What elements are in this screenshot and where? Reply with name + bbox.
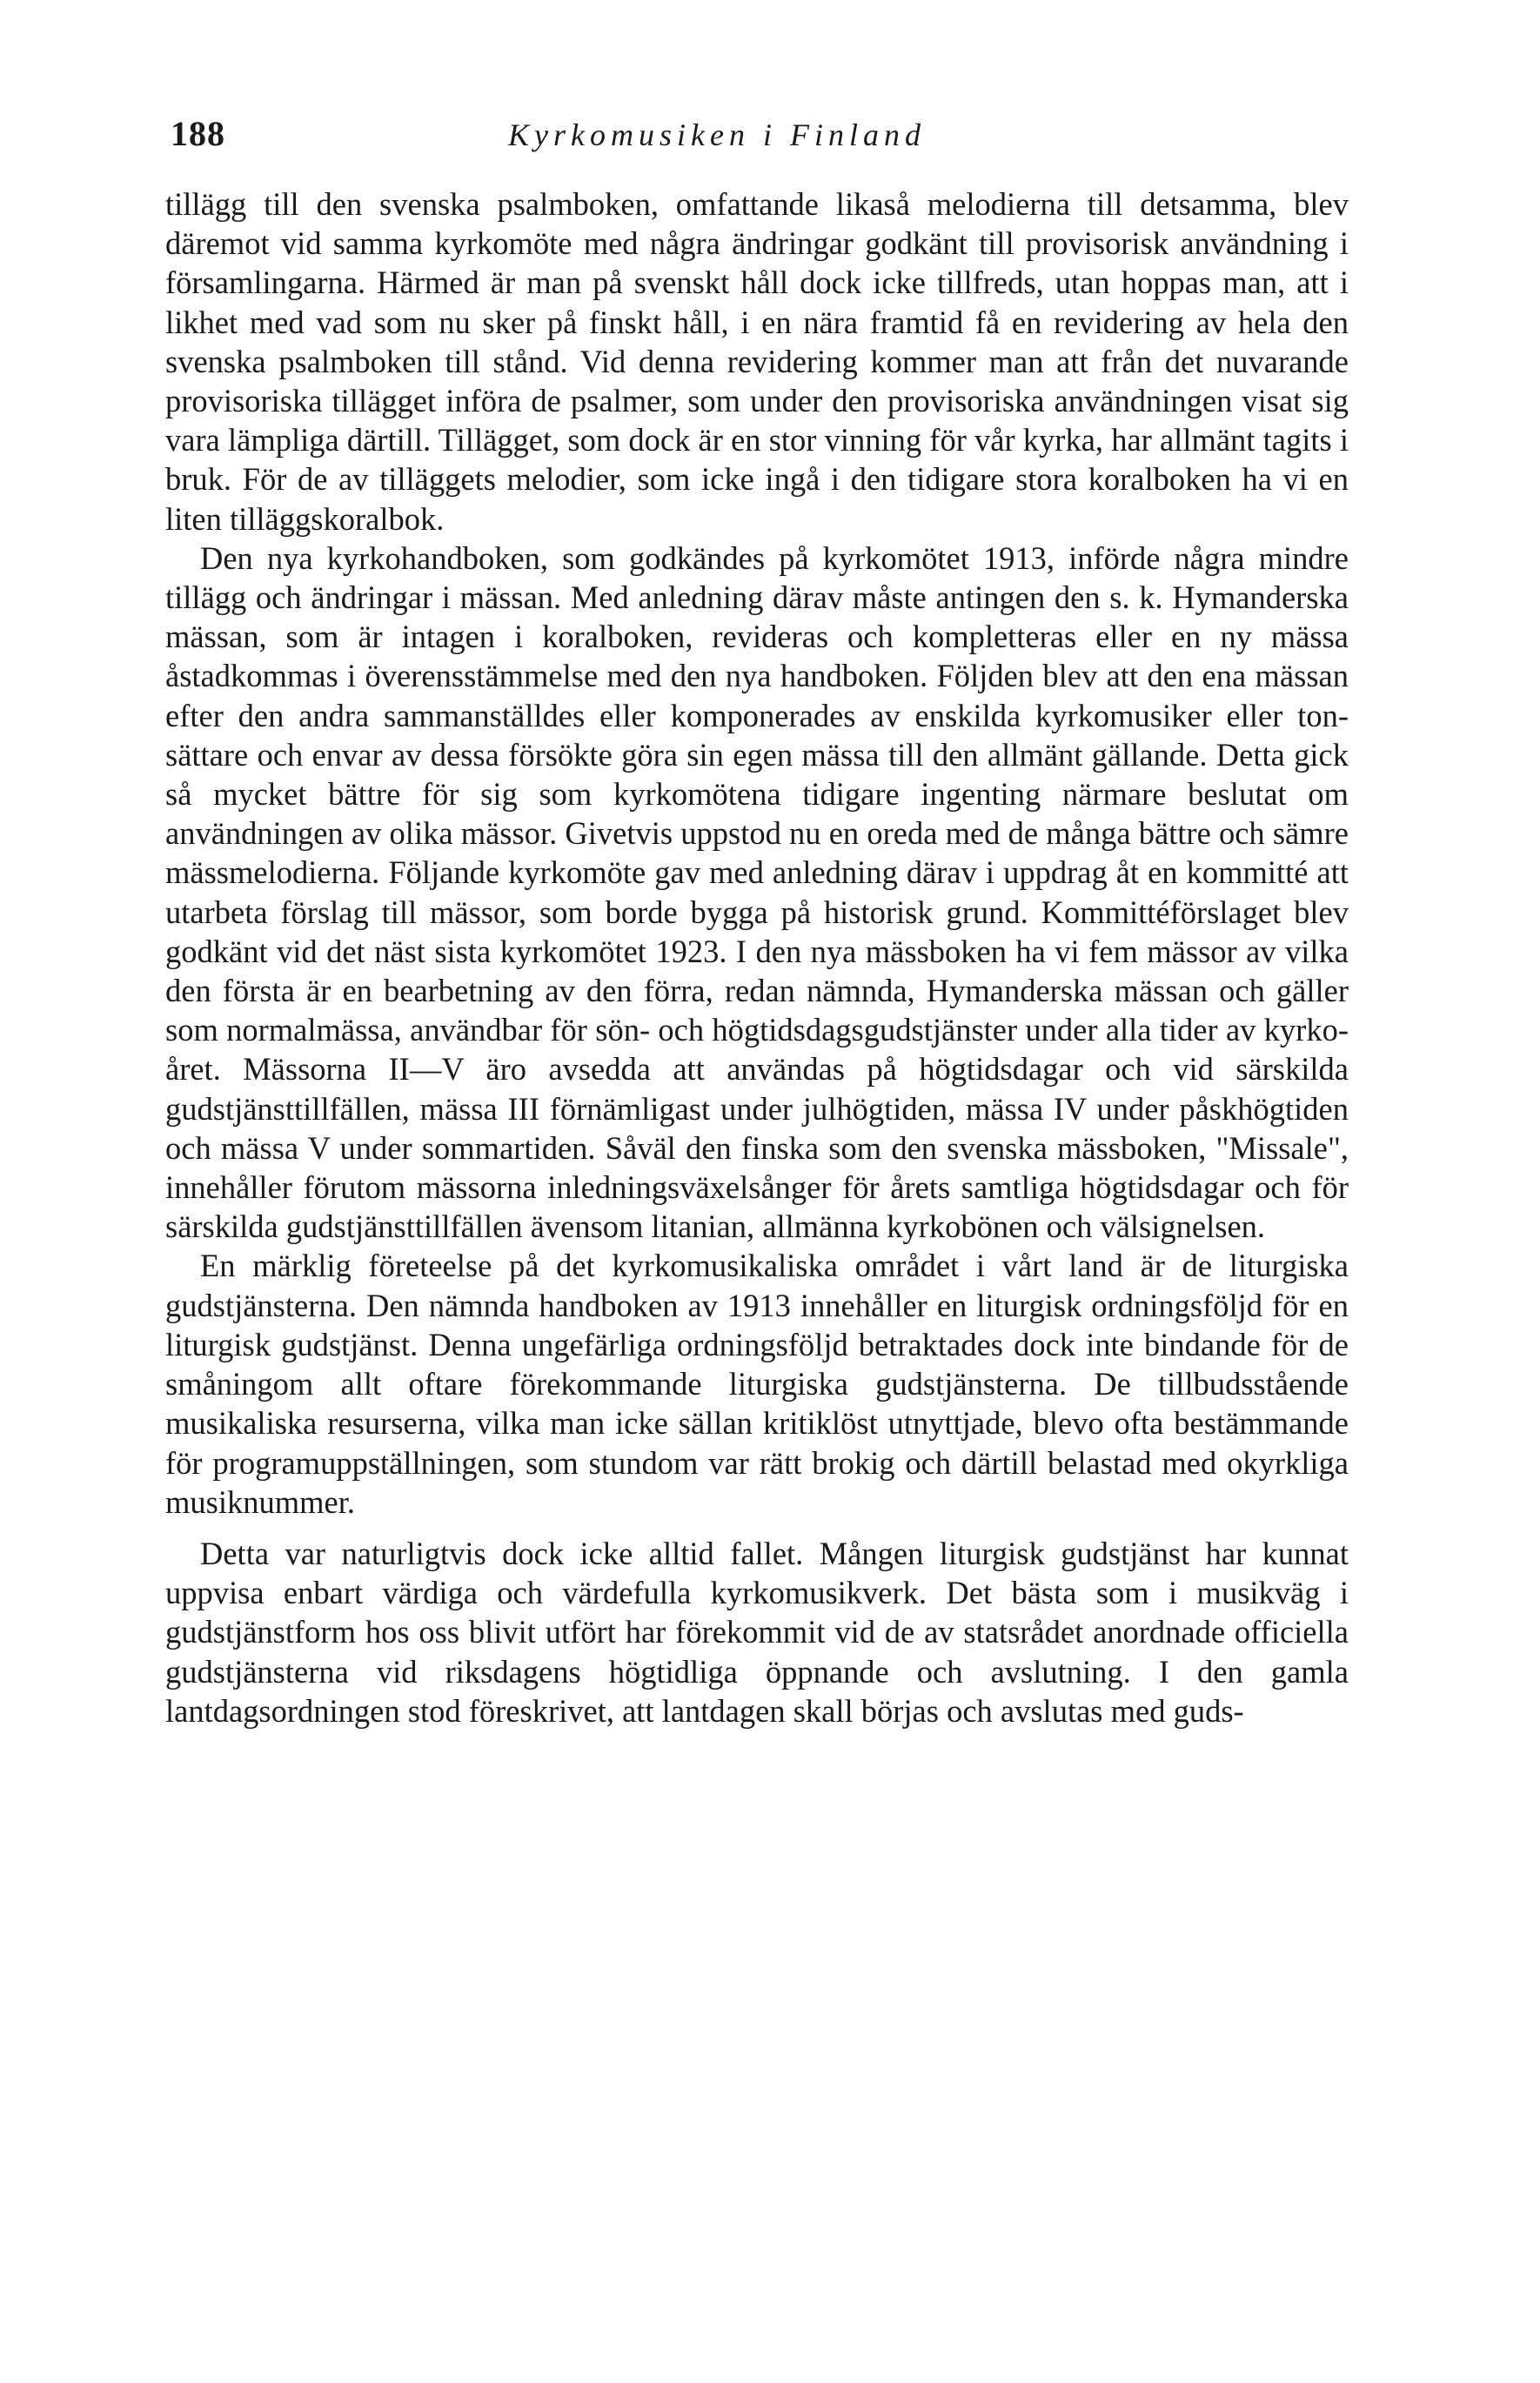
running-head	[171, 113, 1510, 165]
paragraph-liturgiska-gudstjanster: En märklig företeelse på det kyrkomusikaliska området i vårt land är de liturgiska gudstjänsterna. Den nämnda handboken av 1913 innehåller en liturgisk ordningsföljd för en liturgisk gudstjänst. Denna ungefärliga ordningsföljd betraktades dock inte bindande för de småningom allt oftare förekommande liturgiska gudstjänsterna. De tillbudsstående musikaliska resurserna, vilka man icke sällan kritiklöst utnyttjade, blevo ofta bestämmande för programuppställningen, som stundom var rätt brokig och därtill belastad med okyrkliga musiknummer.	[165, 1248, 1349, 1520]
paragraph-naturligtvis: Detta var naturligtvis dock icke alltid fallet. Mången liturgisk gudstjänst har kunnat uppvisa enbart värdiga och värdefulla kyrkomusikverk. Det bästa som i musikväg i gudstjänstform hos oss blivit utfört har förekommit vid de av statsrådet anordnade officiella gudstjänsterna vid riksdagens högtidliga öppnande och avslutning. I den gamla lantdagsordningen stod föreskrivet, att lantdagen skall börjas och avslutas med guds-	[165, 1535, 1349, 1729]
paragraph-psalmbook: tillägg till den svenska psalmboken, omfattande likaså melodierna till detsamma, blev däremot vid samma kyrkomöte med några ändringar godkänt till provisorisk användning i församlingarna. Härmed är man på svenskt håll dock icke tillfreds, utan hoppas man, att i likhet med vad som nu sker på finskt håll, i en nära framtid få en revidering av hela den svenska psalmboken till stånd. Vid denna revidering kommer man att från det nuvarande provisoriska tillägget införa de psalmer, som under den provisoriska användningen visat sig vara lämpliga därtill. Tillägget, som dock är en stor vinning för vår kyrka, har allmänt tagits i bruk. För de av tilläggets melodier, som icke ingå i den tidigare stora koralboken ha vi en liten tilläggskoralbok.	[165, 186, 1349, 537]
running-title: Kyrkomusiken i Finland	[508, 117, 926, 152]
body-text	[165, 184, 1349, 1730]
page-number: 188	[171, 114, 225, 153]
paragraph-kyrkohandboken: Den nya kyrkohandboken, som godkändes på kyrkomötet 1913, införde några mindre tillägg och ändringar i mässan. Med anledning därav måste antingen den s. k. Hymanderska mässan, som är intagen i koralboken, revideras och kompletteras eller en ny mässa åstadkommas i överensstämmelse med den nya handboken. Följden blev att den ena mässan efter den andra sammanställdes eller komponerades av enskilda kyrkomusiker eller tonsättare och envar av dessa försökte göra sin egen mässa till den allmänt gällande. Detta gick så mycket bättre för sig som kyrkomötena tidigare ingenting närmare beslutat om användningen av olika mässor. Givetvis uppstod nu en oreda med de många bättre och sämre mässmelodierna. Följande kyrkomöte gav med anledning därav i uppdrag åt en kommitté att utarbeta förslag till mässor, som borde bygga på historisk grund. Kommittéförslaget blev godkänt vid det näst sista kyrkomötet 1923. I den nya mässboken ha vi fem mässor av vilka den första är en bearbetning av den förra, redan nämnda, Hymanderska mässan och gäller som normalmässa, användbar för sön- och högtidsdagsgudstjänster under alla tider av kyrkoåret. Mässorna II—V äro avsedda att användas på högtidsdagar och vid särskilda gudstjänsttillfällen, mässa III förnämligast under julhögtiden, mässa IV under påskhögtiden och mässa V under sommartiden. Såväl den finska som den svenska mässboken, "Missale", innehåller förutom mässorna inledningsväxelsånger för årets samtliga högtidsdagar och för särskilda gudstjänsttillfällen ävensom litanian, allmänna kyrkobönen och välsignelsen.	[165, 539, 1349, 1245]
